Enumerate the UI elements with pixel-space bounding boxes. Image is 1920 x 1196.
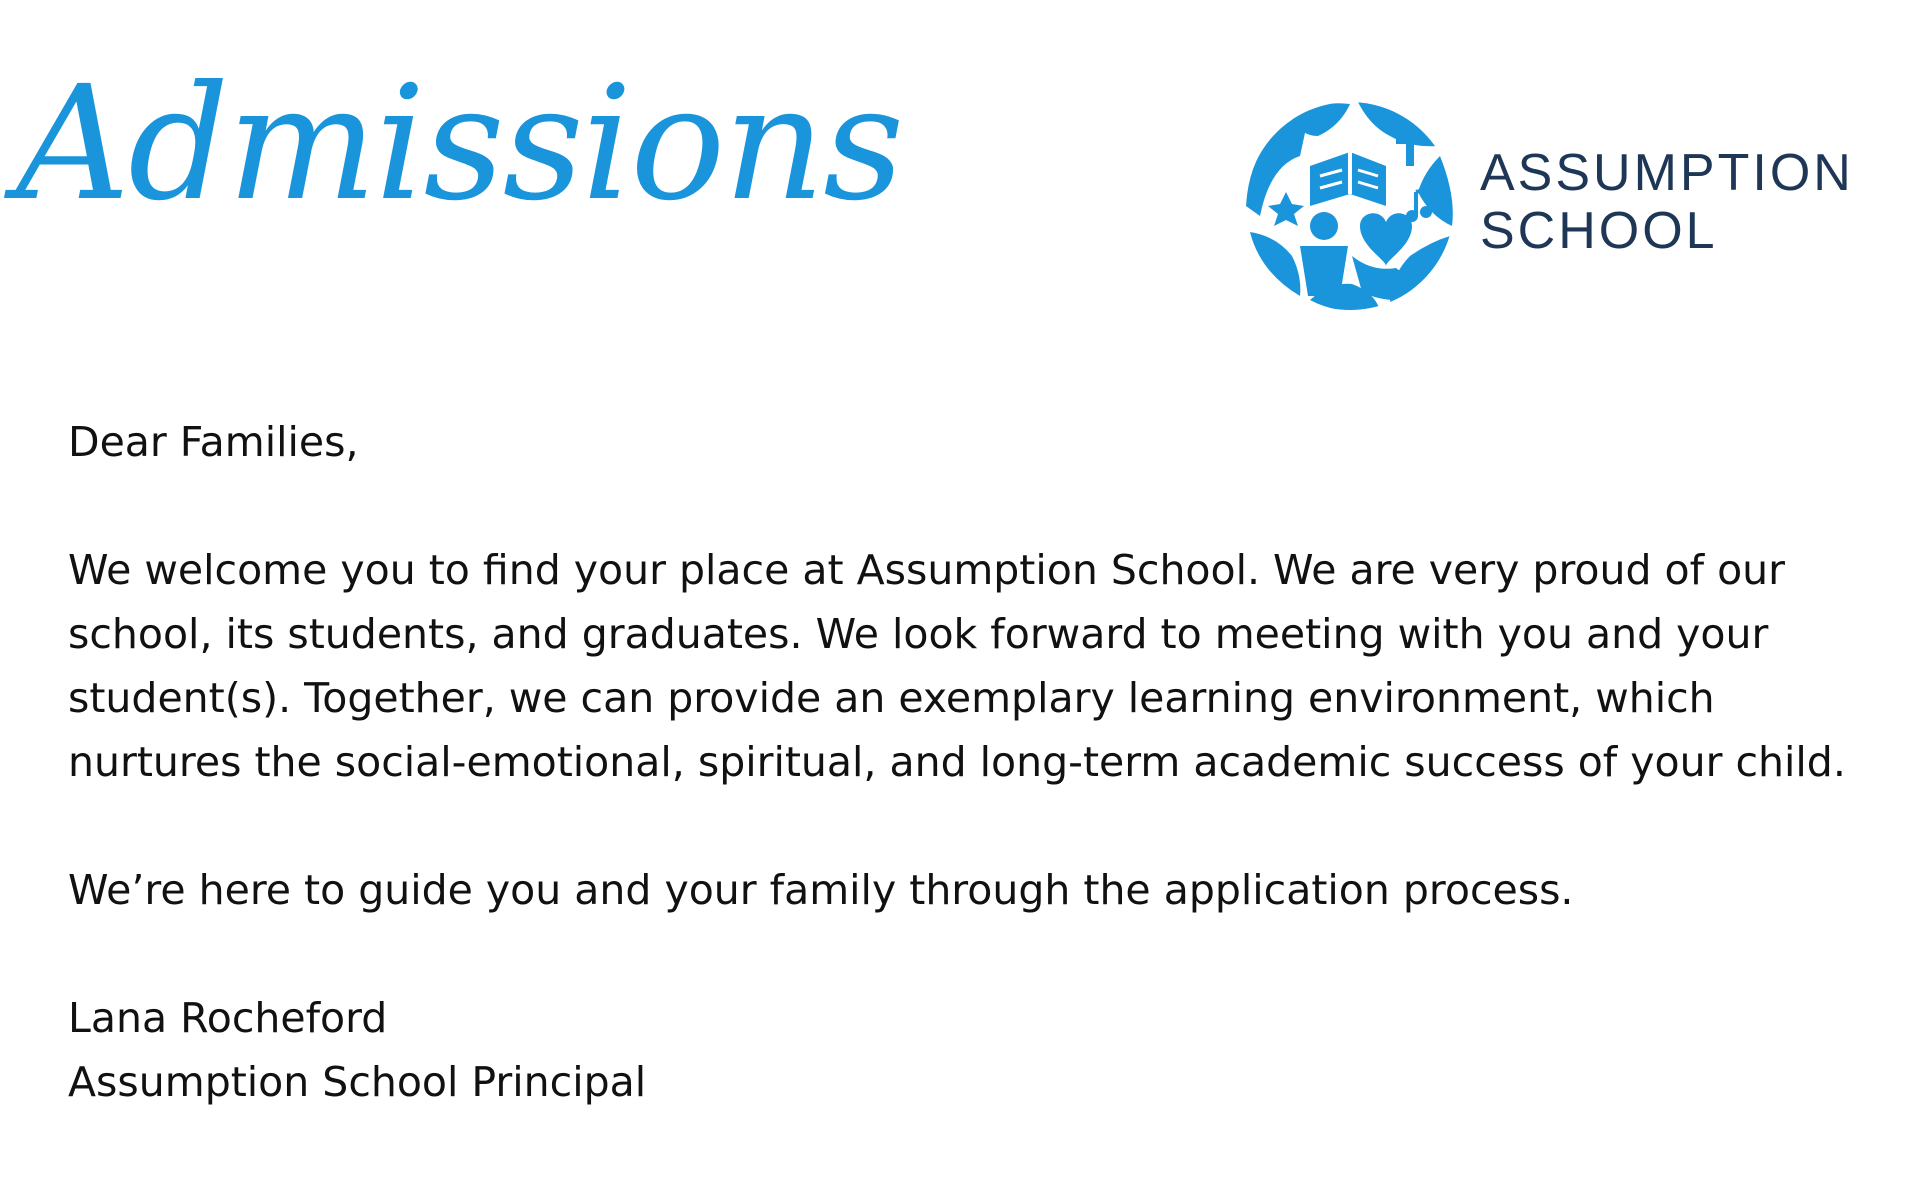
- letter-body: We welcome you to find your place at Assumption School. We are very proud of our school, its students, and graduates. We look forward to meeting with you and your student(s). Together, we can provide an exemplary learning environment, which nurtures the social-emotional, spiritual, and long-term academic success of your child.: [68, 546, 1846, 786]
- page-title: Admissions: [16, 52, 903, 236]
- school-logo: [1240, 96, 1880, 316]
- letter-closing: We’re here to guide you and your family through the application process.: [68, 866, 1574, 914]
- school-emblem-icon: [1240, 96, 1460, 316]
- letter-greeting: Dear Families,: [68, 418, 359, 466]
- school-name-line2: SCHOOL: [1480, 202, 1718, 260]
- school-name: [1480, 144, 1854, 260]
- welcome-letter: [68, 410, 1878, 1114]
- letter-signature: [68, 986, 1878, 1114]
- signature-name: Lana Rocheford: [68, 994, 388, 1042]
- signature-title: Assumption School Principal: [68, 1058, 647, 1106]
- school-name-line1: ASSUMPTION: [1480, 144, 1854, 202]
